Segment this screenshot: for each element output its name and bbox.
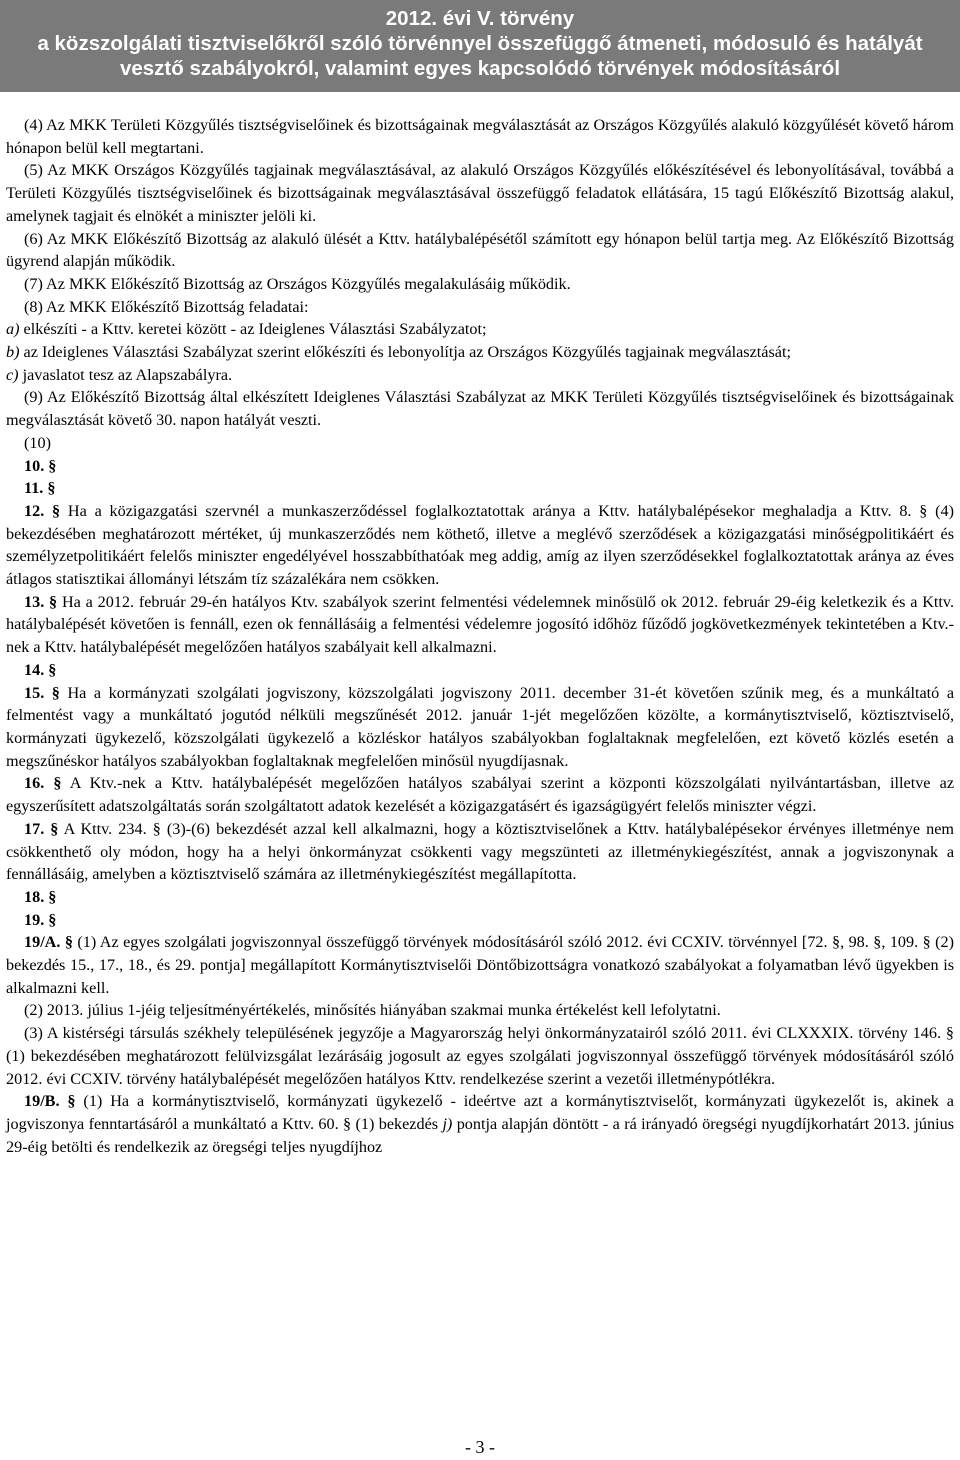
section-16-text: A Ktv.-nek a Kttv. hatálybalépését megelőzően hatályos szabályai szerint a központi közszolgálati nyilvántartásban, illetve az egyszerűsített adatszolgáltatás során szolgáltatott adatok kezelését a közigazgatásért és igazságügyért felelős miniszter végzi. bbox=[6, 774, 955, 816]
section-17-number: 17. § bbox=[24, 819, 59, 838]
section-19a-paragraph-2: (2) 2013. július 1-jéig teljesítményértékelés, minősítés hiányában szakmai munka értékelést kell lefolytatni. bbox=[24, 1001, 721, 1020]
section-11-number: 11. § bbox=[24, 479, 56, 498]
paragraph-8: (8) Az MKK Előkészítő Bizottság feladatai: bbox=[24, 297, 309, 316]
section-19a bbox=[6, 931, 954, 999]
point-b-label: b) bbox=[6, 343, 20, 362]
section-19a-paragraph-3: (3) A kistérségi társulás székhely településének jegyzője a Magyarország helyi önkormányzatairól szóló 2011. évi CLXXXIX. törvény 146. § (1) bekezdésében meghatározott felülvizsgálat lezárásáig jogosult az egyes szolgálati jogviszonnyal összefüggő törvények módosításáról szóló 2012. évi CCXIV. törvény hatálybalépését megelőzően hatályos Kttv. rendelkezése szerint a vezetői illetménypótlékra. bbox=[6, 1024, 954, 1088]
section-13 bbox=[6, 591, 954, 659]
section-19b bbox=[6, 1090, 954, 1158]
section-15-text: Ha a kormányzati szolgálati jogviszony, közszolgálati jogviszony 2011. december 31-ét követően szűnik meg, és a munkáltató a felmentést vagy a munkáltató jogutód nélküli megszűnését 2012. január 1-jét megelőzően közölte, a kormánytisztviselő, köztisztviselő, kormányzati ügykezelő, közszolgálati ügykezelő a közléskor hatályos szabályokban foglaltaknak megfelelően, ezt követő közlés esetén a megszűnéskor hatályos szabályokban foglaltaknak megfelelően minősül nyugdíjasnak. bbox=[6, 683, 954, 770]
section-13-text: Ha a 2012. február 29-én hatályos Ktv. szabályok szerint felmentési védelemnek minősülő ok 2012. február 29-éig keletkezik és a Kttv. hatálybalépését követően is fennáll, ezen ok fennállásáig a felmentési védelemre jogosító időhöz fűződő jogkövetkezmények tekintetében a Ktv.-nek a Kttv. hatálybalépését megelőzően hatályos szabályait kell alkalmazni. bbox=[6, 592, 954, 657]
point-a-text: elkészíti - a Kttv. keretei között - az Ideiglenes Választási Szabályzatot; bbox=[19, 320, 487, 339]
section-12-text: Ha a közigazgatási szervnél a munkaszerződéssel foglalkoztatottak aránya a Kttv. hatálybalépésekor meghaladja a Kttv. 8. § (4) bekezdésében meghatározott mértéket, új munkaszerződés nem köthető, illetve a meglévő szerződések a közigazgatási minőségpolitikáért és személyzetpolitikáért felelős miniszter engedélyével hosszabbíthatóak meg addig, amíg az ilyen szerződésekkel foglalkoztatottak aránya az éves átlagos statisztikai állományi létszám tíz százalékára nem csökken. bbox=[6, 501, 955, 589]
paragraph-4: (4) Az MKK Területi Közgyűlés tisztségviselőinek és bizottságainak megválasztását az Országos Közgyűlés alakuló közgyűlését követő három hónapon belül kell megtartani. bbox=[6, 116, 954, 157]
paragraph-10: (10) bbox=[24, 433, 51, 452]
point-c bbox=[6, 364, 954, 387]
section-14 bbox=[6, 659, 954, 682]
section-12-number: 12. § bbox=[24, 501, 61, 520]
paragraph-7: (7) Az MKK Előkészítő Bizottság az Országos Közgyűlés megalakulásáig működik. bbox=[24, 274, 571, 293]
section-16-number: 16. § bbox=[24, 774, 62, 793]
header-subtitle-line-1: a közszolgálati tisztviselőkről szóló törvénnyel összefüggő átmeneti, módosuló és hatályát bbox=[37, 32, 923, 55]
section-19a-number: 19/A. § bbox=[24, 933, 73, 952]
header-title: 2012. évi V. törvény bbox=[385, 7, 575, 30]
point-a bbox=[6, 318, 954, 341]
section-18 bbox=[6, 886, 954, 909]
paragraph-9: (9) Az Előkészítő Bizottság által elkészített Ideiglenes Választási Szabályzat az MKK Területi Közgyűlés tisztségviselőinek és bizottságainak megválasztását követő 30. napon hatályát veszti. bbox=[6, 388, 954, 430]
document-body bbox=[6, 114, 954, 1158]
section-19b-text-start: (1) Ha a kormánytisztviselő, kormányzati ügykezelő - ideértve azt a kormánytisztviselőt, kormányzati ügykezelőt is, akinek a jogviszonya fenntartásáról a munkáltató a Kttv. 60. § (1) bekezdés bbox=[6, 1092, 954, 1133]
section-19b-point-label: j) bbox=[442, 1114, 453, 1133]
section-19a-text: (1) Az egyes szolgálati jogviszonnyal összefüggő törvények módosításáról szóló 2012. évi CCXIV. törvénnyel [72. §, 98. §, 109. § (2) bekezdés 15., 17., 18., és 29. pontja] megállapított Kormánytisztviselői Döntőbizottságra vonatkozó szabályokat a folyamatban lévő ügyekben is alkalmazni kell. bbox=[6, 933, 954, 997]
page-number: - 3 - bbox=[465, 1437, 495, 1457]
section-13-number: 13. § bbox=[24, 592, 58, 611]
point-a-label: a) bbox=[6, 320, 20, 339]
section-17 bbox=[6, 818, 954, 886]
header-subtitle-line-2: vesztő szabályokról, valamint egyes kapcsolódó törvények módosításáról bbox=[119, 57, 841, 80]
point-c-label: c) bbox=[6, 365, 19, 384]
section-14-number: 14. § bbox=[24, 660, 57, 679]
section-19-number: 19. § bbox=[24, 910, 57, 929]
section-19b-text-end: pontja alapján döntött - a rá irányadó öregségi nyugdíjkorhatárt 2013. június 29-éig betölti és rendelkezik az öregségi teljes nyugdíjhoz bbox=[6, 1114, 954, 1156]
section-10-number: 10. § bbox=[24, 456, 57, 475]
point-c-text: javaslatot tesz az Alapszabályra. bbox=[18, 365, 233, 384]
section-10 bbox=[6, 455, 954, 478]
section-17-text: A Kttv. 234. § (3)-(6) bekezdését azzal kell alkalmazni, hogy a köztisztviselőnek a Kttv. hatálybalépésekor érvényes illetménye nem csökkenthető oly módon, hogy ha a helyi önkormányzat csökkenti vagy megszünteti az illetménykiegészítést, annak a jogviszonynak a fennállásáig, amelyben a köztisztviselő számára az illetménykiegészítést megállapította. bbox=[6, 819, 954, 884]
paragraph-5: (5) Az MKK Országos Közgyűlés tagjainak megválasztásával, az alakuló Országos Közgyűlés előkészítésével és lebonyolításával, továbbá a Területi Közgyűlés tisztségviselőinek és bizottságainak megválasztásával összefüggő feladatok ellátására, 15 tagú Előkészítő Bizottság alakul, amelynek tagjait és elnökét a miniszter jelöli ki. bbox=[6, 161, 954, 225]
section-15-number: 15. § bbox=[24, 683, 60, 702]
paragraph-6: (6) Az MKK Előkészítő Bizottság az alakuló ülését a Kttv. hatálybalépésétől számított egy hónapon belül tartja meg. Az Előkészítő Bizottság ügyrend alapján működik. bbox=[6, 229, 954, 271]
section-19b-number: 19/B. § bbox=[24, 1092, 76, 1111]
section-16 bbox=[6, 772, 954, 817]
section-11 bbox=[6, 477, 954, 500]
document-header bbox=[0, 0, 960, 92]
section-15 bbox=[6, 682, 954, 773]
point-b-text: az Ideiglenes Választási Szabályzat szerint előkészíti és lebonyolítja az Országos Közgyűlés tagjainak megválasztását; bbox=[19, 343, 791, 362]
section-12 bbox=[6, 500, 954, 591]
point-b bbox=[6, 341, 954, 364]
section-18-number: 18. § bbox=[24, 887, 57, 906]
section-19 bbox=[6, 909, 954, 932]
